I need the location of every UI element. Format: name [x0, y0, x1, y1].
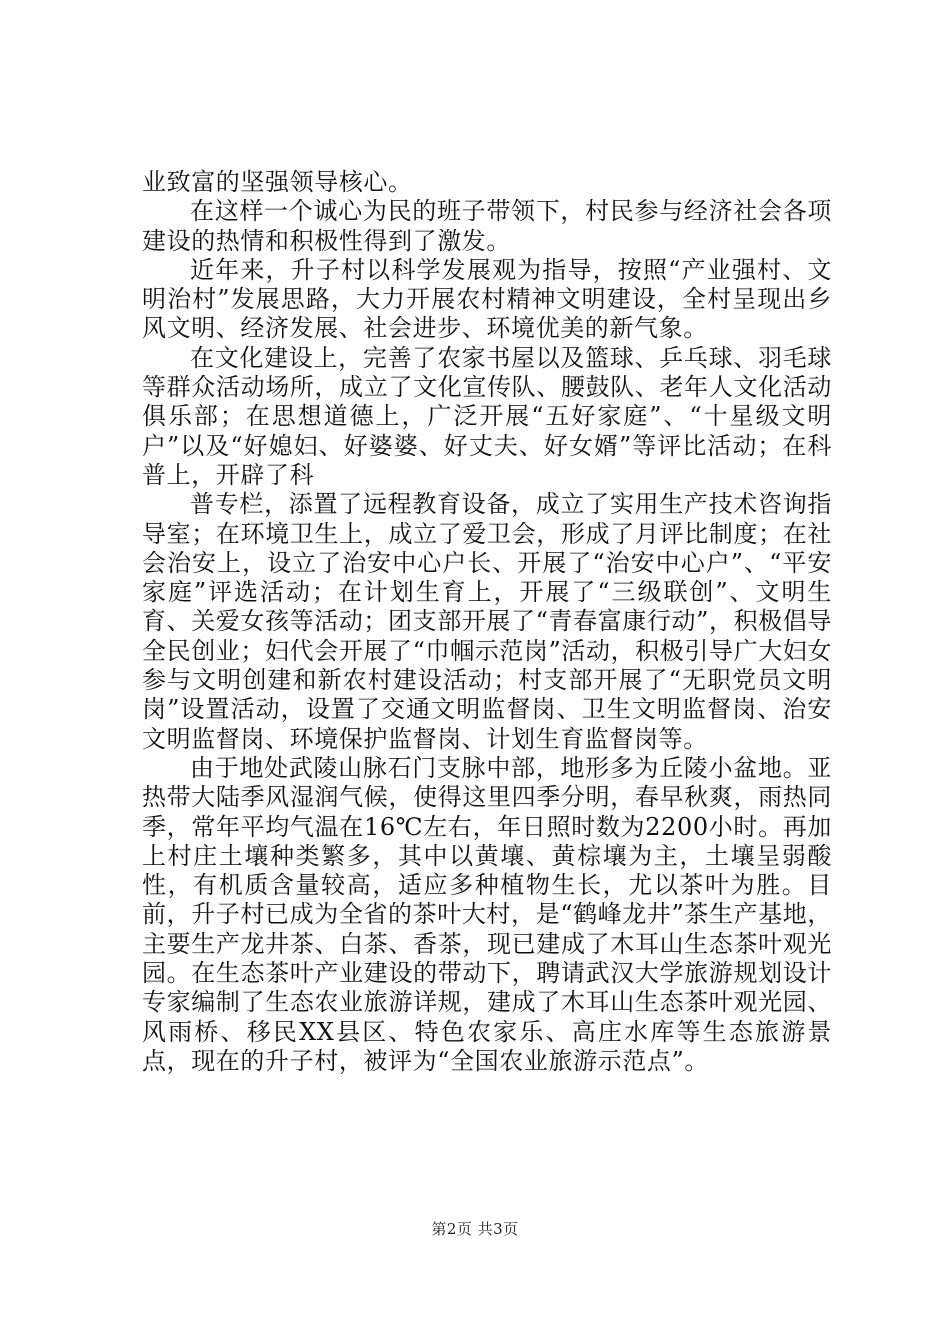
- document-body: [142, 168, 832, 1076]
- paragraph-4: 在文化建设上，完善了农家书屋以及篮球、乒乓球、羽毛球等群众活动场所，成立了文化宣传队、腰鼓队、老年人文化活动俱乐部；在思想道德上，广泛开展“五好家庭”、“十星级文明户”以及“好媳妇、好婆婆、好丈夫、好女婿”等评比活动；在科普上，开辟了科: [142, 343, 832, 489]
- page-number-label: 第2页 共3页: [431, 1220, 519, 1238]
- page-footer: [0, 1218, 950, 1239]
- paragraph-5: 普专栏，添置了远程教育设备，成立了实用生产技术咨询指导室；在环境卫生上，成立了爱卫会，形成了月评比制度；在社会治安上，设立了治安中心户长、开展了“治安中心户”、“平安家庭”评选活动；在计划生育上，开展了“三级联创”、文明生育、关爱女孩等活动；团支部开展了“青春富康行动”，积极倡导全民创业；妇代会开展了“巾帼示范岗”活动，积极引导广大妇女参与文明创建和新农村建设活动；村支部开展了“无职党员文明岗”设置活动，设置了交通文明监督岗、卫生文明监督岗、治安文明监督岗、环境保护监督岗、计划生育监督岗等。: [142, 490, 832, 753]
- paragraph-3: 近年来，升子村以科学发展观为指导，按照“产业强村、文明治村”发展思路，大力开展农村精神文明建设，全村呈现出乡风文明、经济发展、社会进步、环境优美的新气象。: [142, 255, 832, 343]
- paragraph-6: 由于地处武陵山脉石门支脉中部，地形多为丘陵小盆地。亚热带大陆季风湿润气候，使得这里四季分明，春早秋爽，雨热同季，常年平均气温在16℃左右，年日照时数为2200小时。再加上村庄土壤种类繁多，其中以黄壤、黄棕壤为主，土壤呈弱酸性，有机质含量较高，适应多种植物生长，尤以茶叶为胜。目前，升子村已成为全省的茶叶大村，是“鹤峰龙井”茶生产基地，主要生产龙井茶、白茶、香茶，现已建成了木耳山生态茶叶观光园。在生态茶叶产业建设的带动下，聘请武汉大学旅游规划设计专家编制了生态农业旅游详规，建成了木耳山生态茶叶观光园、风雨桥、移民XX县区、特色农家乐、高庄水库等生态旅游景点，现在的升子村，被评为“全国农业旅游示范点”。: [142, 753, 832, 1075]
- paragraph-2: 在这样一个诚心为民的班子带领下，村民参与经济社会各项建设的热情和积极性得到了激发。: [142, 197, 832, 255]
- paragraph-1: 业致富的坚强领导核心。: [142, 168, 413, 196]
